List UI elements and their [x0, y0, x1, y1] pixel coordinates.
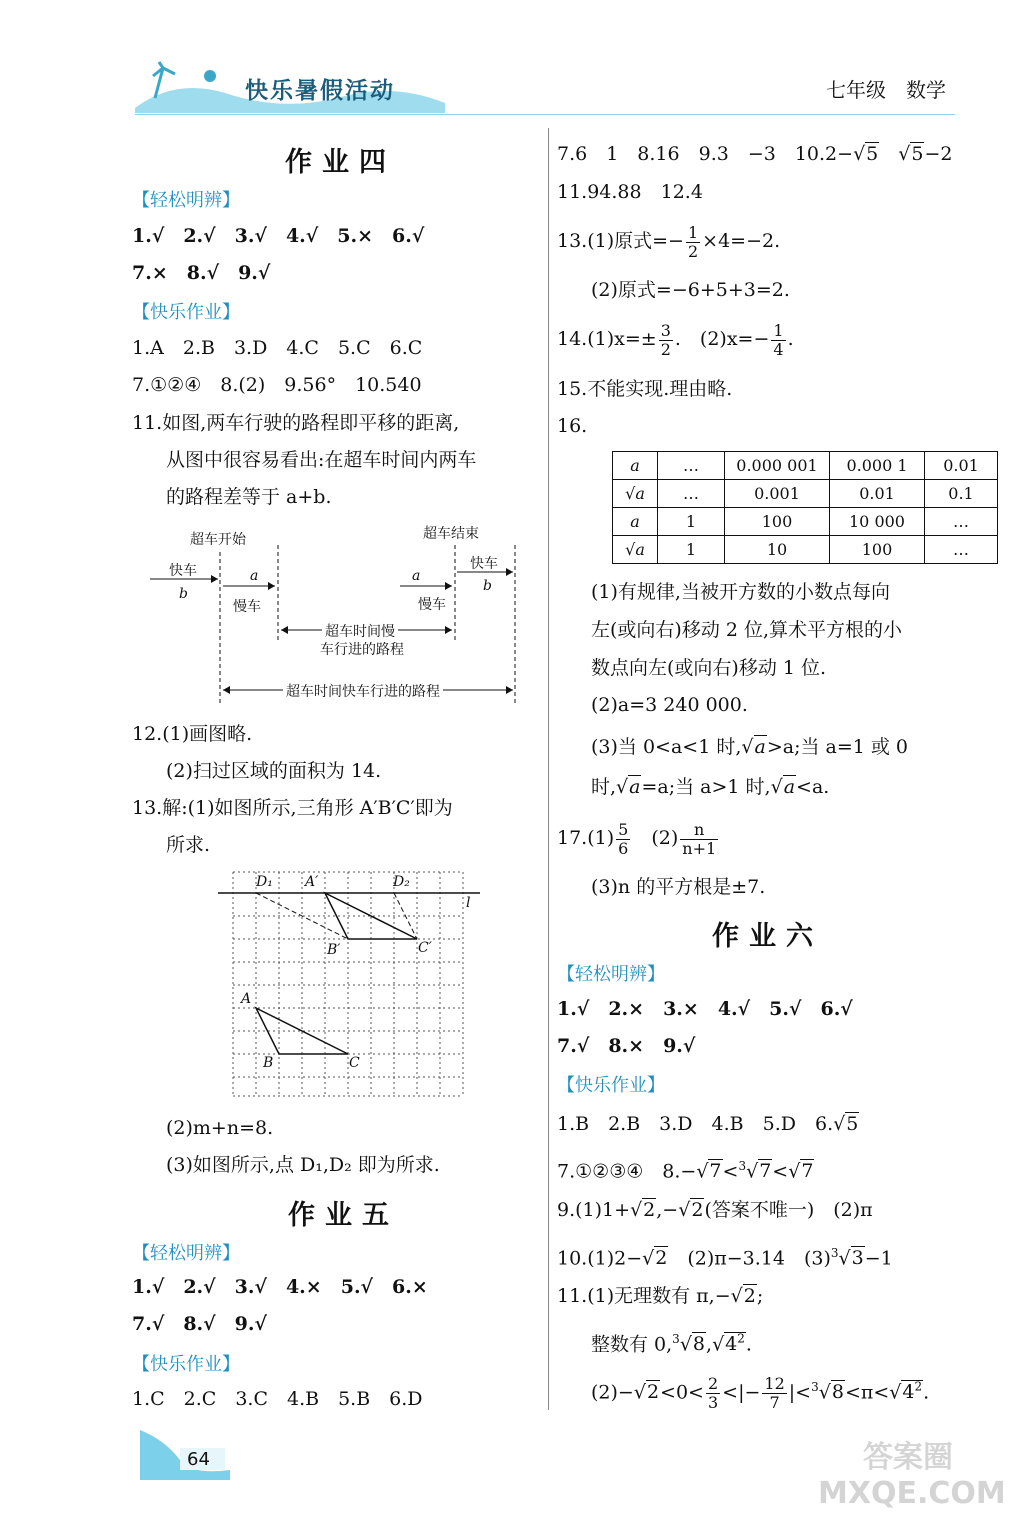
hw5-q16-1a: (1)有规律,当被开方数的小数点每向 — [591, 581, 890, 603]
hw5-r-line2: 11.94.88 12.4 — [557, 181, 703, 203]
hw6-q11-frac1 — [706, 1375, 720, 1412]
grade-subject: 七年级 数学 — [826, 78, 946, 102]
hw6-q11-den: 3 — [707, 1392, 719, 1412]
page-corner-decoration — [140, 1430, 230, 1480]
hw5-q16-3-line1: (3)当 0<a<1 时,√a>a;当 a=1 或 0 — [591, 736, 909, 758]
column-divider — [548, 128, 549, 1410]
diag-b-right: b — [483, 578, 492, 594]
hw6-q7: 7.①②③④ 8.− — [557, 1160, 697, 1183]
hw6-q9: 9.(1)1+√2,−√2(答案不唯一) (2)π — [557, 1199, 873, 1221]
hw6-q10-c: −1 — [864, 1247, 893, 1270]
grid-label-c1: C′ — [418, 940, 432, 956]
hw5-q13-a-pre: 13.(1)原式=− — [557, 230, 684, 252]
hw5-r-line1c: 5 — [911, 143, 924, 165]
hw5-q14-num2: 1 — [773, 320, 784, 340]
hw5-q14-num1: 3 — [660, 320, 671, 340]
hw6-q11-num2: 12 — [764, 1373, 785, 1393]
hw6-q11-1: 11.(1)无理数有 π,−√2; — [557, 1285, 764, 1307]
hw6-easy-line1: 1.√ 2.× 3.× 4.√ 5.√ 6.√ — [557, 998, 853, 1020]
hw5-q13-b: (2)原式=−6+5+3=2. — [591, 279, 790, 301]
table-row — [613, 536, 998, 564]
hw5-tag-easy: 【轻松明辨】 — [132, 1243, 240, 1264]
hw5-q15: 15.不能实现.理由略. — [557, 378, 733, 400]
grid-label-c: C — [349, 1055, 360, 1071]
table-cell: 10 000 — [830, 508, 925, 536]
hw5-q16-1c: 数点向左(或向右)移动 1 位. — [591, 657, 827, 679]
hw6-q10-b: (2)π−3.14 (3) — [687, 1247, 831, 1270]
hw6-q9-a: 9.(1)1+ — [557, 1199, 631, 1221]
page-number: 64 — [187, 1449, 210, 1470]
hw6-q9-c: (答案不唯一) (2)π — [704, 1199, 873, 1221]
table-cell: 0.01 — [830, 480, 925, 508]
table-cell: 0.001 — [725, 480, 830, 508]
hw5-q14-den1: 2 — [660, 339, 671, 359]
table-row — [613, 452, 998, 480]
hw4-q12-line1: 12.(1)画图略. — [132, 723, 253, 745]
hw6-q11-3: (2)−√2<0< $\frac{2}{3}$ <|− $\frac{12}{7}$ $|<^3√8<\pi<√4^2$. — [591, 1373, 930, 1412]
hw5-tag-happy: 【快乐作业】 — [132, 1354, 240, 1375]
watermark: 答案圈 MXQE.COM — [818, 1440, 1006, 1511]
hw5-q14-den2: 4 — [773, 339, 784, 359]
hw6-q11-2: 整数有 $0,^3√8,√4^2$. — [591, 1332, 752, 1356]
grid-label-a1: A′ — [305, 874, 319, 890]
table-cell: … — [925, 508, 998, 536]
hw6-q11-den2: 7 — [769, 1392, 780, 1412]
hw4-q13-line3: (2)m+n=8. — [166, 1117, 274, 1139]
hw5-q16-3c: 时, — [591, 776, 617, 798]
hw5-r-line1: 7.6 1 8.16 9.3 −3 10.2−√5 √5−2 — [557, 143, 953, 165]
table-cell: 100 — [830, 536, 925, 564]
hw5-r-line1b: 5 — [866, 143, 879, 165]
hw5-q13-frac — [686, 224, 700, 261]
hw5-q14-pre: 14.(1)x=± — [557, 328, 657, 350]
hw5-q17-pre: 17.(1) — [557, 827, 615, 849]
hw5-q16-3-line2: 时,√a=a;当 a>1 时,√a<a. — [591, 776, 830, 798]
hw5-q16-3b: >a;当 a=1 或 0 — [766, 736, 909, 758]
hw5-q17-num2: n — [680, 821, 718, 840]
table-cell: 1 — [658, 536, 725, 564]
diag-fast-car: 快车 — [169, 563, 197, 579]
hw5-q17-mid: (2) — [651, 827, 679, 849]
table-cell: 10 — [725, 536, 830, 564]
hw4-q11-line2: 从图中很容易看出:在超车时间内两车 — [166, 449, 477, 471]
diag-start-label: 超车开始 — [190, 529, 246, 549]
diag-slow-path2: 车行进的路程 — [320, 642, 404, 658]
corner-wave-icon — [140, 1430, 230, 1480]
hw4-q12-line2: (2)扫过区域的面积为 14. — [166, 760, 382, 782]
hw4-happy-line1: 1.A 2.B 3.D 4.C 5.C 6.C — [132, 337, 423, 359]
hw4-q11-line3: 的路程差等于 a+b. — [166, 486, 332, 508]
table-cell: 0.01 — [925, 452, 998, 480]
hw6-tag-happy: 【快乐作业】 — [557, 1075, 665, 1096]
hw5-q14-frac1 — [659, 322, 673, 359]
hw5-q13-num: 1 — [687, 222, 699, 242]
table-cell: 0.000 001 — [725, 452, 830, 480]
hw6-q10: 10.(1)2−√2 (2)π−3.14 $(3)^3√3-1$ — [557, 1246, 893, 1270]
grid-label-a: A — [241, 991, 252, 1007]
hw6-q11-2a: 整数有 0, — [591, 1333, 673, 1356]
hw4-title: 作业四 — [285, 147, 396, 178]
hw5-q17-den1: 6 — [618, 838, 629, 858]
diag-fast-car-right: 快车 — [470, 556, 498, 572]
hw6-happy-line1: 1.B 2.B 3.D 4.B 5.D 6.√5 — [557, 1113, 859, 1135]
hw4-q11-line1: 11.如图,两车行驶的路程即平移的距离, — [132, 412, 460, 434]
diag-a-right: a — [412, 568, 421, 584]
grid-label-d2: D₂ — [393, 874, 410, 890]
diag-slow-car-left: 慢车 — [233, 599, 261, 615]
diag-end-label: 超车结束 — [423, 526, 479, 542]
table-cell: a — [613, 452, 658, 480]
hw6-q10-a: 10.(1)2− — [557, 1247, 643, 1270]
hw5-easy-line2: 7.√ 8.√ 9.√ — [132, 1313, 267, 1335]
table-cell: 100 — [725, 508, 830, 536]
hw5-q17 — [557, 815, 720, 861]
hw5-q16-3a: (3)当 0<a<1 时, — [591, 736, 742, 758]
hw5-q14-mid: . (2)x=− — [674, 328, 770, 350]
hw4-happy-line2: 7.①②④ 8.(2) 9.56° 10.540 — [132, 374, 422, 396]
banner-title: 快乐暑假活动 — [245, 78, 395, 104]
sqrt-table — [612, 451, 998, 564]
table-cell: … — [925, 536, 998, 564]
hw4-q13-line1: 13.解:(1)如图所示,三角形 A′B′C′即为 — [132, 797, 453, 819]
grid-label-d1: D₁ — [256, 874, 273, 890]
diag-slow-car-right: 慢车 — [418, 597, 446, 613]
table-cell: 0.000 1 — [830, 452, 925, 480]
hw6-q11-frac2 — [762, 1375, 786, 1412]
table-cell: 0.1 — [925, 480, 998, 508]
hw6-title: 作业六 — [712, 921, 823, 952]
hw5-q17-num1: 5 — [618, 819, 629, 839]
hw6-q7-8: 7.①②③④ 8.−√7<$^3$√7<√7 — [557, 1159, 814, 1183]
table-cell: a — [613, 508, 658, 536]
header-rule — [135, 114, 955, 115]
hw4-q13-line4: (3)如图所示,点 D₁,D₂ 即为所求. — [166, 1154, 440, 1176]
table-cell: √a — [613, 480, 658, 508]
hw5-q14 — [557, 316, 794, 362]
table-cell: √a — [613, 536, 658, 564]
hw6-q9-b: ,− — [656, 1199, 679, 1221]
hw6-q11-1a: 11.(1)无理数有 π,− — [557, 1285, 731, 1307]
hw5-q17-3: (3)n 的平方根是±7. — [591, 876, 766, 898]
table-cell: 1 — [658, 508, 725, 536]
hw4-tag-happy: 【快乐作业】 — [132, 302, 240, 323]
hw6-tag-easy: 【轻松明辨】 — [557, 964, 665, 985]
hw5-r-line1d: −2 — [924, 143, 953, 165]
hw5-q17-frac2 — [680, 821, 718, 858]
hw6-happy-line1-pre: 1.B 2.B 3.D 4.B 5.D 6. — [557, 1113, 834, 1135]
grid-label-b: B — [263, 1055, 274, 1071]
hw5-title: 作业五 — [288, 1200, 399, 1231]
hw5-q14-frac2 — [771, 322, 785, 359]
table-cell: … — [658, 452, 725, 480]
hw4-tag-easy: 【轻松明辨】 — [132, 190, 240, 211]
hw5-q16-2: (2)a=3 240 000. — [591, 694, 748, 716]
hw5-q16-1b: 左(或向右)移动 2 位,算术平方根的小 — [591, 619, 903, 641]
diag-fast-path: 超车时间快车行进的路程 — [283, 681, 443, 701]
hw5-q13-a — [557, 218, 780, 264]
hw5-happy-line1: 1.C 2.C 3.C 4.B 5.B 6.D — [132, 1388, 423, 1410]
hw4-q13-line2: 所求. — [166, 834, 211, 856]
hw5-q13-a-post: ×4=−2. — [702, 230, 781, 252]
table-row — [613, 508, 998, 536]
hw6-q11-num: 2 — [707, 1373, 719, 1393]
table-row — [613, 480, 998, 508]
hw4-easy-line2: 7.× 8.√ 9.√ — [132, 262, 271, 284]
diag-b-left: b — [179, 586, 188, 602]
hw5-q16-3e: <a. — [796, 776, 830, 798]
hw5-q13-den: 2 — [687, 241, 699, 261]
hw6-easy-line2: 7.√ 8.× 9.√ — [557, 1035, 696, 1057]
table-cell: … — [658, 480, 725, 508]
hw5-r-line1a: 7.6 1 8.16 9.3 −3 10.2− — [557, 143, 854, 165]
hw6-q11-3a: (2)− — [591, 1381, 634, 1404]
diag-a-left: a — [250, 568, 259, 584]
hw5-q17-frac1 — [616, 821, 630, 858]
hw5-q14-end: . — [787, 328, 794, 350]
hw5-q16: 16. — [557, 415, 588, 437]
hw5-q17-den2: n+1 — [682, 838, 717, 858]
grid-label-b1: B′ — [327, 942, 341, 958]
hw5-q16-3d: =a;当 a>1 时, — [641, 776, 771, 798]
grid-label-l: l — [466, 895, 471, 911]
diag-slow-path: 超车时间慢 — [322, 621, 398, 641]
hw4-easy-line1: 1.√ 2.√ 3.√ 4.√ 5.× 6.√ — [132, 225, 425, 247]
hw5-easy-line1: 1.√ 2.√ 3.√ 4.× 5.√ 6.× — [132, 1276, 428, 1298]
